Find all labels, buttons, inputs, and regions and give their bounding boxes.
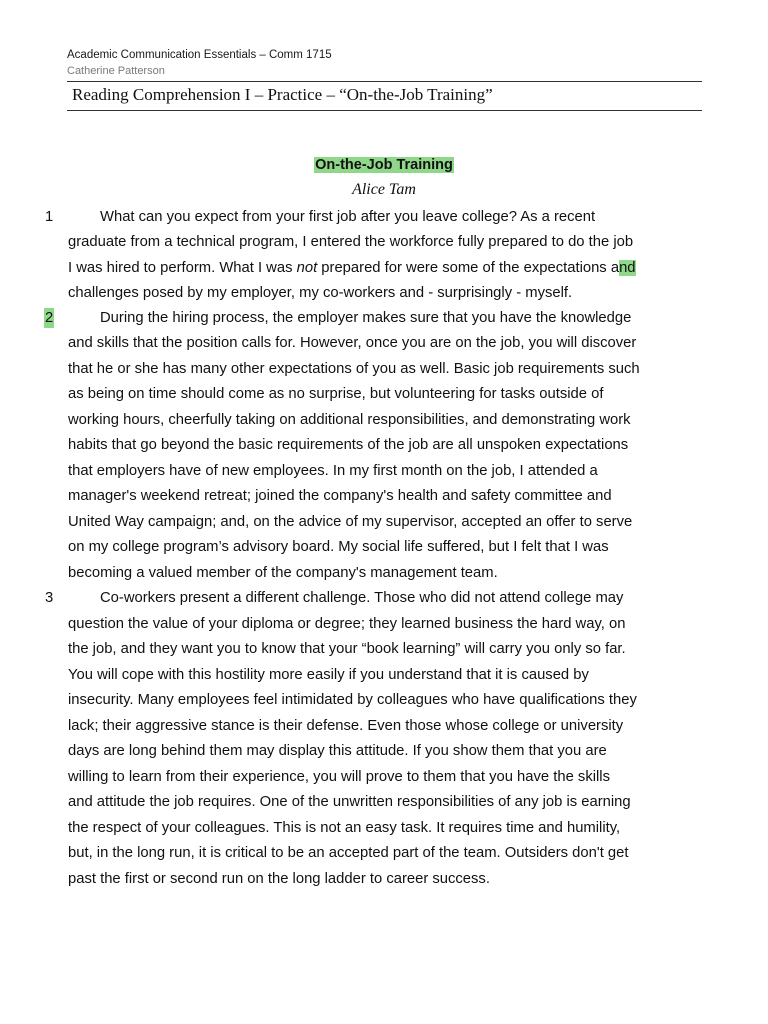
paragraph-3-line: You will cope with this hostility more easily if you understand that it is caused by [68, 667, 589, 683]
emphasized-word: not [296, 260, 318, 276]
paragraph-2-line: that employers have of new employees. In my first month on the job, I attended a [68, 463, 598, 479]
paragraph-3-line: past the first or second run on the long ladder to career success. [68, 871, 490, 887]
paragraph-2-line: and skills that the position calls for. However, once you are on the job, you will discover [68, 335, 637, 351]
paragraph-3-line: willing to learn from their experience, you will prove to them that you have the skills [68, 769, 610, 785]
paragraph-number: 1 [45, 209, 54, 225]
course-header: Academic Communication Essentials – Comm 1715 [67, 49, 332, 61]
line-text: prepared for were some of the expectations a [317, 260, 620, 276]
paragraph-3-line: question the value of your diploma or degree; they learned business the hard way, on [68, 616, 626, 632]
paragraph-3-line: insecurity. Many employees feel intimidated by colleagues who have qualifications they [68, 692, 637, 708]
paragraph-3-line: lack; their aggressive stance is their defense. Even those whose college or university [68, 718, 624, 734]
paragraph-1-line: graduate from a technical program, I entered the workforce fully prepared to do the job [68, 234, 634, 250]
paragraph-1-line: challenges posed by my employer, my co-workers and - surprisingly - myself. [68, 285, 573, 301]
essay-title-text: On-the-Job Training [315, 157, 453, 173]
paragraph-2-line: habits that go beyond the basic requirements of the job are all unspoken expectations [68, 437, 629, 453]
paragraph-2-line: working hours, cheerfully taking on additional responsibilities, and demonstrating work [68, 412, 631, 428]
header-top-rule [67, 81, 702, 82]
header-bottom-rule [67, 110, 702, 111]
paragraph-3-line: days are long behind them may display this attitude. If you show them that you are [68, 743, 607, 759]
instructor-name: Catherine Patterson [67, 65, 165, 77]
worksheet-title: Reading Comprehension I – Practice – “On-the-Job Training” [72, 85, 493, 104]
paragraph-2-line: on my college program’s advisory board. My social life suffered, but I felt that I was [68, 539, 609, 555]
paragraph-3-line: the respect of your colleagues. This is not an easy task. It requires time and humility, [68, 820, 621, 836]
paragraph-2-line: During the hiring process, the employer makes sure that you have the knowledge [100, 310, 632, 326]
paragraph-1-line [68, 258, 636, 278]
paragraph-number-highlighted: 2 [45, 310, 54, 326]
paragraph-2-line: United Way campaign; and, on the advice of my supervisor, accepted an offer to serve [68, 514, 633, 530]
paragraph-3-line: but, in the long run, it is critical to be an accepted part of the team. Outsiders don't get [68, 845, 629, 861]
paragraph-3-line: Co-workers present a different challenge. Those who did not attend college may [100, 590, 624, 606]
paragraph-2-line: becoming a valued member of the company's management team. [68, 565, 498, 581]
paragraph-1-line: What can you expect from your first job after you leave college? As a recent [100, 209, 596, 225]
paragraph-2-line: manager's weekend retreat; joined the company's health and safety committee and [68, 488, 612, 504]
essay-author: Alice Tam [352, 181, 416, 198]
paragraph-number: 3 [45, 590, 54, 606]
paragraph-2-line: that he or she has many other expectations of you as well. Basic job requirements such [68, 361, 640, 377]
paragraph-3-line: the job, and they want you to know that your “book learning” will carry you only so far. [68, 641, 626, 657]
paragraph-3-line: and attitude the job requires. One of the unwritten responsibilities of any job is earning [68, 794, 631, 810]
essay-title [0, 157, 768, 173]
paragraph-2-line: as being on time should come as no surprise, but volunteering for tasks outside of [68, 386, 604, 402]
highlighted-text: nd [619, 260, 636, 276]
line-text: I was hired to perform. What I was [68, 260, 297, 276]
